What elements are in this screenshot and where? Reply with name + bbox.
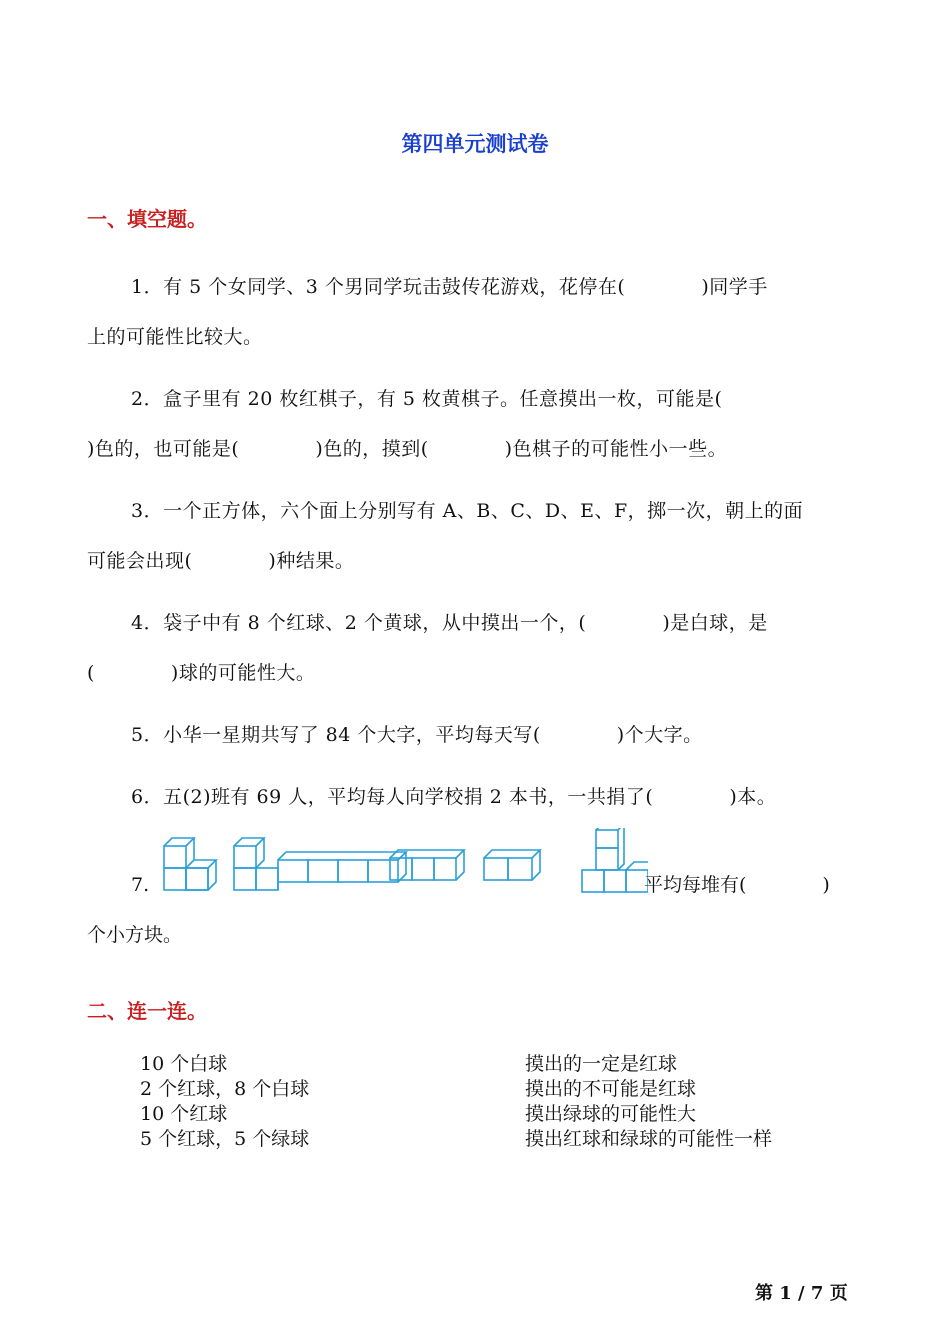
- q7-text-a: 平均每堆有(: [644, 874, 747, 896]
- q3-text-b: 可能会出现(: [87, 550, 193, 572]
- q7-number: 7.: [131, 874, 150, 896]
- question-5: [87, 710, 863, 760]
- match-left-item[interactable]: 10 个白球: [140, 1053, 228, 1075]
- question-1: [87, 262, 863, 362]
- q6-text-a: 6．五(2)班有 69 人，平均每人向学校捐 2 本书，一共捐了(: [131, 786, 654, 808]
- cube-pile-3: [390, 850, 464, 880]
- q3-text-a: 3．一个正方体，六个面上分别写有 A、B、C、D、E、F，掷一次，朝上的面: [131, 500, 804, 522]
- q1-text-a: 1．有 5 个女同学、3 个男同学玩击鼓传花游戏，花停在(: [131, 276, 626, 298]
- q6-text-b: )本。: [729, 786, 777, 808]
- q2-text-c: )色的，摸到(: [315, 438, 429, 460]
- cube-pile-1: [164, 838, 216, 890]
- cube-pile-2: [234, 838, 406, 890]
- cube-pile-5: [582, 828, 648, 892]
- section-fill-blank: 一、填空题。: [87, 207, 207, 231]
- question-6: [87, 772, 863, 822]
- q3-text-c: )种结果。: [268, 550, 355, 572]
- match-left-item[interactable]: 5 个红球，5 个绿球: [140, 1128, 310, 1150]
- match-right-column: [525, 1052, 772, 1152]
- page-title: 第四单元测试卷: [401, 132, 549, 156]
- match-right-item[interactable]: 摸出红球和绿球的可能性一样: [525, 1128, 773, 1150]
- question-4: [87, 598, 863, 698]
- q1-text-c: 上的可能性比较大。: [87, 326, 263, 348]
- q4-text-b: )是白球，是: [662, 612, 768, 634]
- q7-line-2: 个小方块。: [87, 924, 183, 946]
- section-connect: 二、连一连。: [87, 999, 207, 1023]
- page-number: 第 1 / 7 页: [755, 1283, 848, 1304]
- cube-piles-figure: [158, 828, 648, 898]
- match-right-item[interactable]: 摸出的不可能是红球: [525, 1078, 697, 1100]
- q5-text-a: 5．小华一星期共写了 84 个大字，平均每天写(: [131, 724, 541, 746]
- q7-text-b: ): [822, 874, 830, 896]
- question-3: [87, 486, 863, 586]
- question-7: [87, 860, 149, 910]
- match-right-item[interactable]: 摸出绿球的可能性大: [525, 1103, 697, 1125]
- q4-text-a: 4．袋子中有 8 个红球、2 个黄球，从中摸出一个，(: [131, 612, 587, 634]
- q5-text-b: )个大字。: [616, 724, 703, 746]
- match-left-item[interactable]: 2 个红球，8 个白球: [140, 1078, 310, 1100]
- q7-tail: [644, 860, 830, 910]
- q2-text-b: )色的，也可能是(: [87, 438, 240, 460]
- match-left-column: [140, 1052, 309, 1152]
- match-right-item[interactable]: 摸出的一定是红球: [525, 1053, 678, 1075]
- question-2: [87, 374, 863, 474]
- q2-text-a: 2．盒子里有 20 枚红棋子，有 5 枚黄棋子。任意摸出一枚，可能是(: [131, 388, 723, 410]
- q2-text-d: )色棋子的可能性小一些。: [504, 438, 728, 460]
- match-left-item[interactable]: 10 个红球: [140, 1103, 228, 1125]
- cube-pile-4: [484, 850, 540, 880]
- q4-text-d: )球的可能性大。: [170, 662, 316, 684]
- q4-text-c: (: [87, 662, 95, 684]
- q1-text-b: )同学手: [701, 276, 768, 298]
